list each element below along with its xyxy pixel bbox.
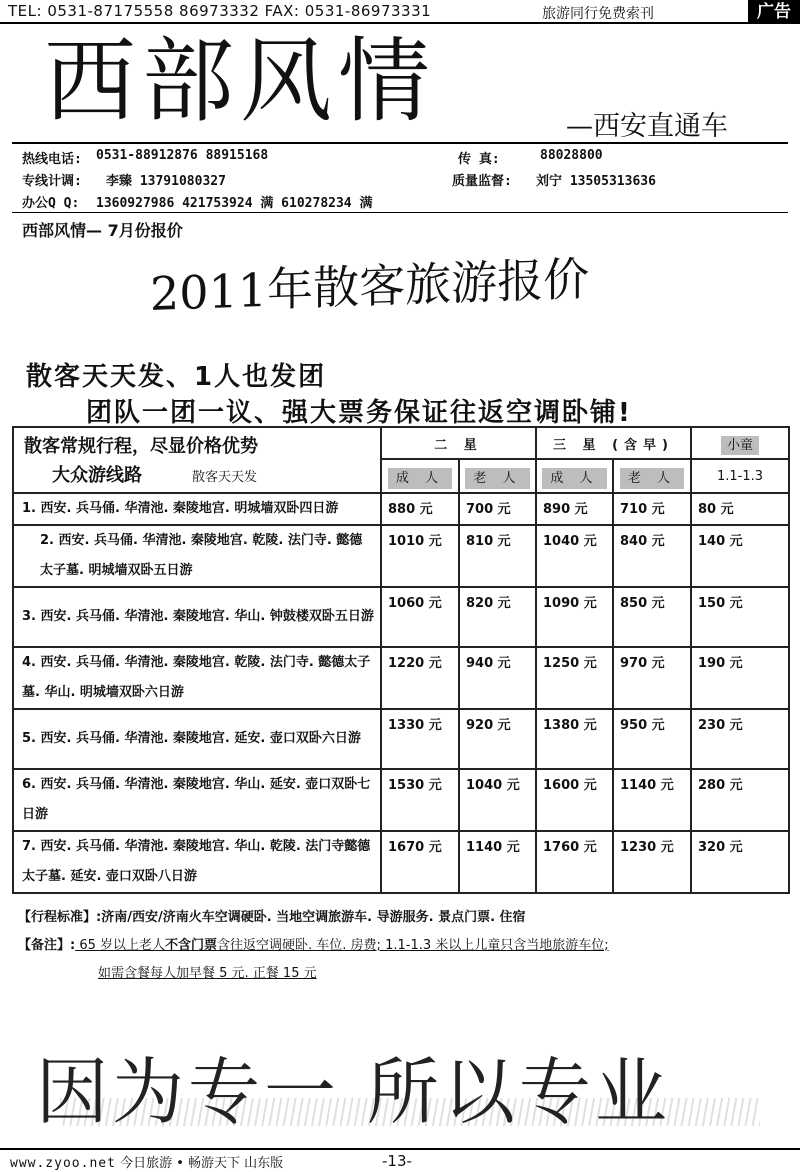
remark-label: 【备注】:	[18, 938, 76, 953]
price-1-two-star-senior: 700 元	[459, 493, 536, 525]
group-two-star: 二 星	[381, 427, 536, 459]
big-slogan: 因为专一 所以专业	[36, 1050, 671, 1134]
fax-label: 传 真:	[458, 152, 500, 167]
route-5: 5. 西安. 兵马俑. 华清池. 秦陵地宫. 延安. 壶口双卧六日游	[13, 709, 381, 769]
table-row	[13, 769, 789, 831]
month-subhead: 西部风情— 7月份报价	[22, 221, 183, 240]
table-header-title: 散客常规行程，尽显价格优势	[24, 436, 258, 457]
group-child	[691, 427, 789, 459]
standard-note	[18, 906, 526, 925]
col-two-star-senior-label: 老 人	[465, 468, 529, 489]
route-1: 1. 西安. 兵马俑. 华清池. 秦陵地宫. 明城墙双卧四日游	[13, 493, 381, 525]
top-rule	[0, 22, 748, 24]
brand-tagline: —西安直通车	[566, 111, 728, 142]
price-4-three-star-adult: 1250 元	[536, 647, 613, 709]
remark-part2: 含往返空调硬卧. 车位. 房费; 1.1-1.3 米以上儿童只含当地旅游车位;	[217, 938, 609, 953]
price-2-child: 140 元	[691, 525, 789, 587]
price-table	[12, 426, 790, 894]
remark-note	[18, 934, 609, 953]
qq-value: 1360927986 421753924 满 610278234 满	[96, 196, 373, 211]
price-6-two-star-adult: 1530 元	[381, 769, 459, 831]
table-header-daily: 散客天天发	[192, 470, 258, 485]
planner-value: 李臻 13791080327	[106, 174, 226, 189]
qq-label: 办公Q Q:	[22, 196, 80, 211]
table-row	[13, 709, 789, 769]
fax-value: 88028800	[540, 148, 603, 163]
price-4-two-star-senior: 940 元	[459, 647, 536, 709]
remark-bold: 不含门票	[165, 938, 218, 953]
col-three-star-senior	[613, 459, 691, 493]
price-5-child: 230 元	[691, 709, 789, 769]
table-header-row-1	[13, 427, 789, 459]
table-header-title-cell	[13, 427, 381, 493]
col-two-star-adult	[381, 459, 459, 493]
table-row	[13, 647, 789, 709]
planner-label: 专线计调:	[22, 174, 82, 189]
col-two-star-adult-label: 成 人	[388, 468, 452, 489]
table-header-sub	[14, 461, 380, 487]
price-7-three-star-adult: 1760 元	[536, 831, 613, 893]
quality-value: 刘宁 13505313636	[536, 174, 656, 189]
slogan-group: 团队一团一议、强大票务保证往返空调卧铺!	[86, 398, 632, 428]
slogan-daily: 散客天天发、1人也发团	[26, 362, 327, 392]
price-4-child: 190 元	[691, 647, 789, 709]
standard-text: 济南/西安/济南火车空调硬卧. 当地空调旅游车. 导游服务. 景点门票. 住宿	[101, 910, 526, 925]
footer-website: www.zyoo.net	[10, 1156, 116, 1171]
magazine-note: 旅游同行免费索刊	[542, 6, 654, 22]
col-three-star-adult	[536, 459, 613, 493]
table-row	[13, 525, 789, 587]
table-header-sub-label: 大众游线路	[52, 465, 142, 486]
price-2-two-star-senior: 810 元	[459, 525, 536, 587]
masthead-rule	[12, 142, 788, 144]
table-row	[13, 493, 789, 525]
route-3: 3. 西安. 兵马俑. 华清池. 秦陵地宫. 华山. 钟鼓楼双卧五日游	[13, 587, 381, 647]
headline: 2011年散客旅游报价	[150, 251, 590, 321]
table-row	[13, 587, 789, 647]
remark-part1: 65 岁以上老人	[75, 938, 166, 953]
price-3-child: 150 元	[691, 587, 789, 647]
price-7-child: 320 元	[691, 831, 789, 893]
price-7-two-star-adult: 1670 元	[381, 831, 459, 893]
price-3-two-star-senior: 820 元	[459, 587, 536, 647]
price-1-two-star-adult: 880 元	[381, 493, 459, 525]
col-two-star-senior	[459, 459, 536, 493]
col-three-star-senior-label: 老 人	[620, 468, 684, 489]
standard-label: 【行程标准】:	[18, 910, 102, 925]
contacts-rule	[12, 212, 788, 213]
price-6-three-star-adult: 1600 元	[536, 769, 613, 831]
price-3-two-star-adult: 1060 元	[381, 587, 459, 647]
col-child-range: 1.1-1.3	[691, 459, 789, 493]
price-4-two-star-adult: 1220 元	[381, 647, 459, 709]
price-3-three-star-senior: 850 元	[613, 587, 691, 647]
remark-line2	[98, 962, 317, 981]
route-6: 6. 西安. 兵马俑. 华清池. 秦陵地宫. 华山. 延安. 壶口双卧七日游	[13, 769, 381, 831]
group-three-star: 三 星 (含早)	[536, 427, 691, 459]
group-child-label: 小童	[721, 436, 759, 455]
page-number: -13-	[382, 1152, 412, 1170]
price-1-three-star-adult: 890 元	[536, 493, 613, 525]
price-6-two-star-senior: 1040 元	[459, 769, 536, 831]
table-row	[13, 831, 789, 893]
hotline-value: 0531-88912876 88915168	[96, 148, 269, 163]
top-bar	[0, 0, 800, 24]
route-4: 4. 西安. 兵马俑. 华清池. 秦陵地宫. 乾陵. 法门寺. 懿德太子墓. 华山. 明城墙双卧六日游	[13, 647, 381, 709]
price-1-child: 80 元	[691, 493, 789, 525]
price-5-three-star-senior: 950 元	[613, 709, 691, 769]
price-4-three-star-senior: 970 元	[613, 647, 691, 709]
top-contact-line: TEL: 0531-87175558 86973332 FAX: 0531-86973331	[8, 2, 432, 20]
price-7-three-star-senior: 1230 元	[613, 831, 691, 893]
price-5-two-star-adult: 1330 元	[381, 709, 459, 769]
price-2-three-star-adult: 1040 元	[536, 525, 613, 587]
price-7-two-star-senior: 1140 元	[459, 831, 536, 893]
footer-rule	[0, 1148, 800, 1150]
remark-line2-text: 如需含餐每人加早餐 5 元. 正餐 15 元	[98, 966, 317, 981]
footer-tagline: 今日旅游 • 畅游天下 山东版	[120, 1156, 284, 1171]
route-7: 7. 西安. 兵马俑. 华清池. 秦陵地宫. 华山. 乾陵. 法门寺懿德太子墓. 延安. 壶口双卧八日游	[13, 831, 381, 893]
quality-label: 质量监督:	[452, 174, 512, 189]
route-2: 2. 西安. 兵马俑. 华清池. 秦陵地宫. 乾陵. 法门寺. 懿德太子墓. 明城墙双卧五日游	[13, 525, 381, 587]
price-1-three-star-senior: 710 元	[613, 493, 691, 525]
price-2-two-star-adult: 1010 元	[381, 525, 459, 587]
footer	[10, 1152, 283, 1171]
price-2-three-star-senior: 840 元	[613, 525, 691, 587]
price-5-two-star-senior: 920 元	[459, 709, 536, 769]
price-6-three-star-senior: 1140 元	[613, 769, 691, 831]
hotline-label: 热线电话:	[22, 152, 82, 167]
price-5-three-star-adult: 1380 元	[536, 709, 613, 769]
price-6-child: 280 元	[691, 769, 789, 831]
col-three-star-adult-label: 成 人	[542, 468, 606, 489]
price-3-three-star-adult: 1090 元	[536, 587, 613, 647]
brand-title: 西部风情	[44, 28, 437, 135]
ad-badge: 广告	[748, 0, 800, 24]
